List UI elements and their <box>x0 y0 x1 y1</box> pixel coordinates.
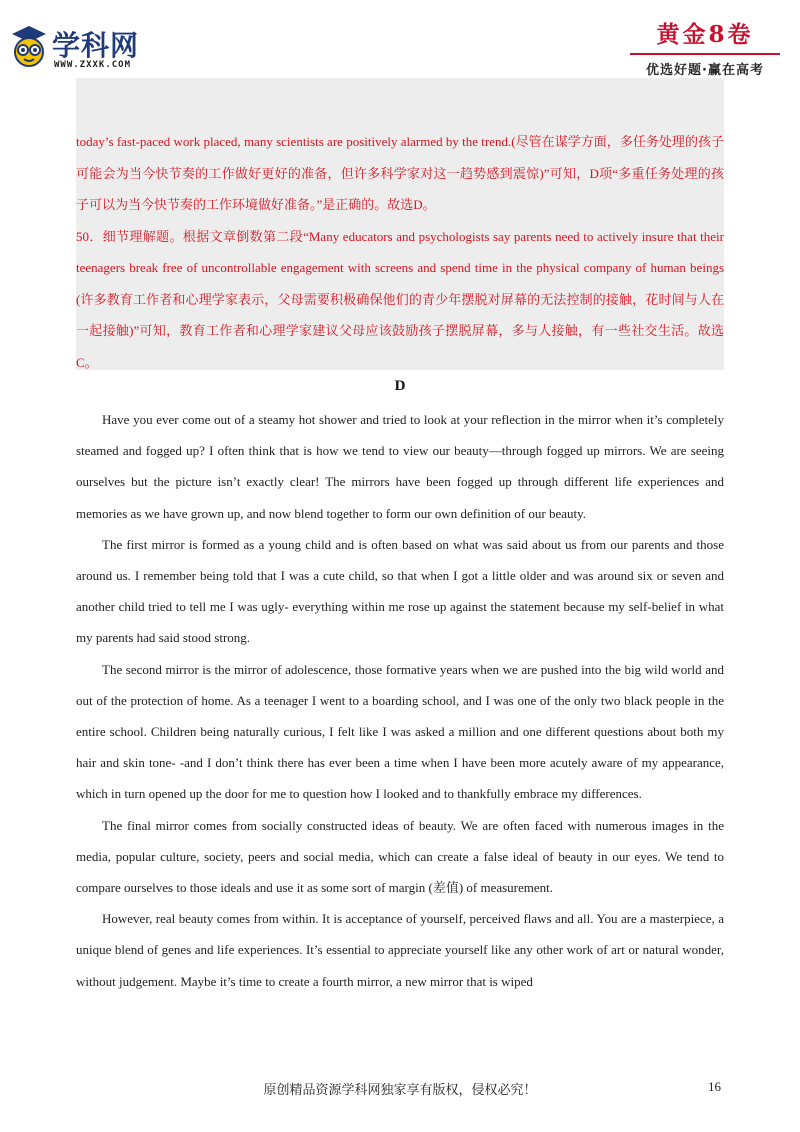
page-header <box>0 0 800 80</box>
brand-block <box>630 16 780 78</box>
logo-url: WWW.ZXXK.COM <box>54 60 132 70</box>
answer-paragraph: today’s fast-paced work placed, many scientists are positively alarmed by the trend.(尽管在谋学方面，多任务处理的孩子可能会为当今快节奏的工作做好更好的准备，但许多科学家对这一趋势感到震惊)”可知，D项“多重任务处理的孩子可以为当今快节奏的工作环境做好准备。”是正确的。故选D。 <box>76 134 724 212</box>
passage-paragraph: Have you ever come out of a steamy hot shower and tried to look at your reflection in the mirror when it’s completely steamed and fogged up? I often think that is how we tend to view our beauty—through fogged up mirrors. We are seeing ourselves but the picture isn’t exactly clear! The mirrors have been fogged up through different life experiences and memories as we have grown up, and now blend together to form our own definition of our beauty. <box>76 412 724 521</box>
zxxk-logo[interactable] <box>10 22 160 77</box>
reading-passage <box>76 404 724 997</box>
passage-paragraph: However, real beauty comes from within. It is acceptance of yourself, perceived flaws and all. You are a masterpiece, a unique blend of genes and life experiences. It’s essential to appreciate yourself like any other work of art or natural wonder, without judgement. Maybe it’s time to create a fourth mirror, a new mirror that is wiped <box>76 911 724 989</box>
answer-paragraph: 50．细节理解题。根据文章倒数第二段“Many educators and psychologists say parents need to actively insure that their teenagers break free of uncontrollable engagement with screens and spend time in the physical company of human beings (许多教育工作者和心理学家表示，父母需要积极确保他们的青少年摆脱对屏幕的无法控制的接触，花时间与人在一起接触)”可知，教育工作者和心理学家建议父母应该鼓励孩子摆脱屏幕，多与人接触，有一些社交生活。故选C。 <box>76 228 724 370</box>
footer-copyright: 原创精品资源学科网独家享有版权，侵权必究！ <box>263 1082 537 1097</box>
answer-explanations <box>76 126 724 378</box>
passage-paragraph: The final mirror comes from socially constructed ideas of beauty. We are often faced with numerous images in the media, popular culture, society, peers and social media, which can create a false ideal of beauty in our eyes. We tend to compare ourselves to those ideals and use it as some sort of margin (差值) of measurement. <box>76 817 724 896</box>
page-number: 16 <box>708 1079 721 1094</box>
logo-text: 学科网 <box>52 29 140 62</box>
section-heading: D <box>394 378 406 394</box>
mascot-icon <box>10 24 48 68</box>
brand-slogan: 优选好题·赢在高考 <box>646 63 764 78</box>
passage-paragraph: The second mirror is the mirror of adolescence, those formative years when we are pushed into the big wild world and out of the protection of home. As a teenager I went to a boarding school, and I was one of the only two black people in the entire school. Children being naturally curious, I felt like I was asked a million and one different questions about both my hair and skin tone- -and I don’t think there has ever been a time when I have been more acutely aware of my appearance, which in turn opened up the door for me to question how I looked and to thankfully embrace my differences. <box>76 661 724 802</box>
brand-divider <box>630 53 780 55</box>
passage-paragraph: The first mirror is formed as a young child and is often based on what was said about us from our parents and those around us. I remember being told that I was a cute child, so that when I got a little older and was around six or seven and another child tried to tell me I was ugly- everything within me rose up against the statement because my self-belief in what my parents had said stood strong. <box>76 536 724 646</box>
brand-title: 黄金8卷 <box>656 21 754 48</box>
